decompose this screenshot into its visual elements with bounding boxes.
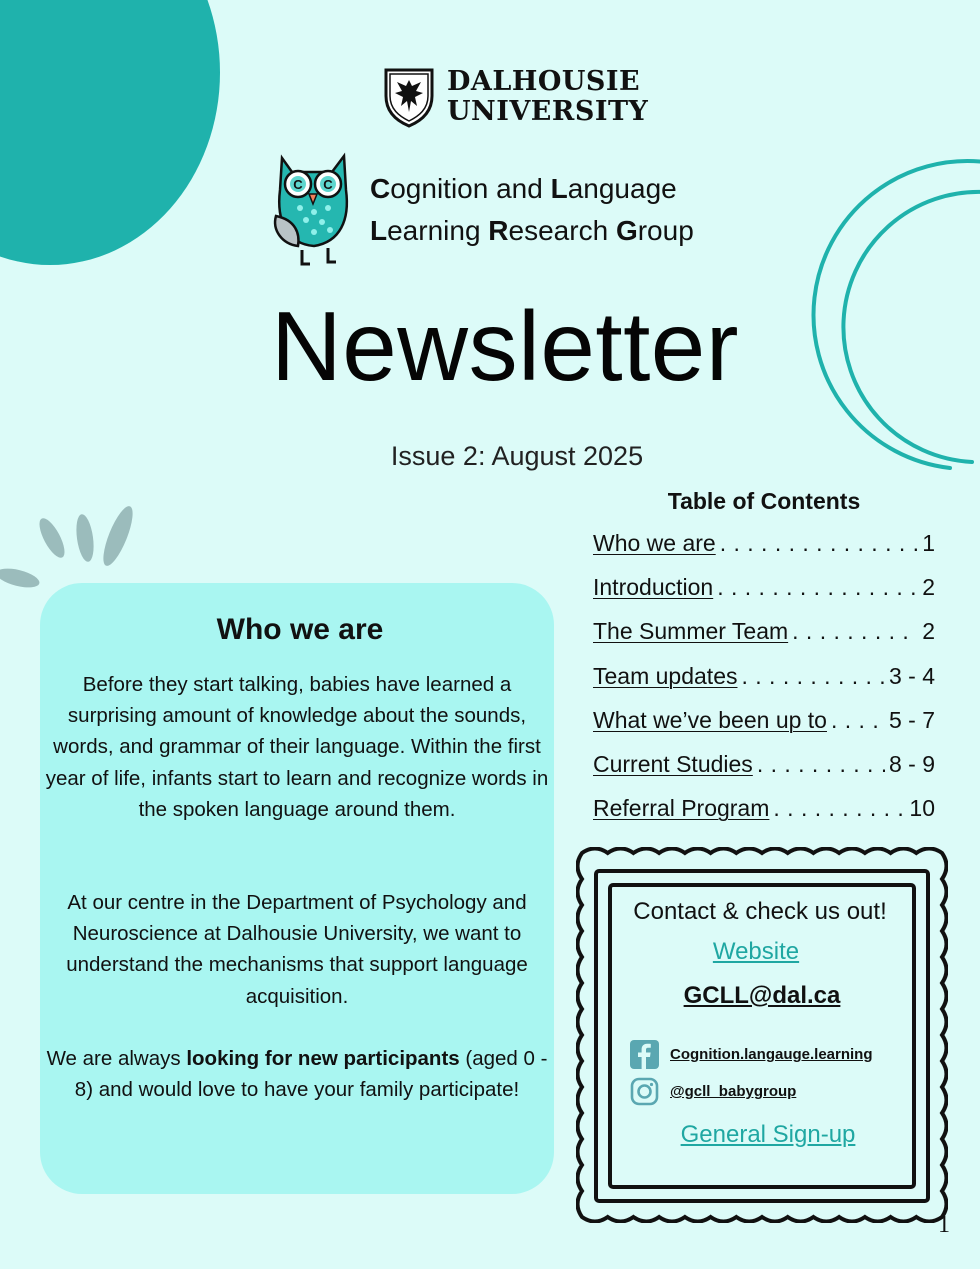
- group-word-rest: esearch: [508, 215, 616, 246]
- toc-item-label[interactable]: Introduction: [593, 574, 714, 601]
- toc-leader-dots: [741, 663, 884, 690]
- page-number: 1: [938, 1212, 950, 1238]
- university-name-line1: DALHOUSIE: [447, 66, 641, 97]
- decorative-teal-circle: [0, 0, 220, 265]
- university-name: [447, 67, 648, 127]
- facebook-handle: Cognition.langauge.learning: [670, 1046, 873, 1063]
- facebook-icon: [630, 1040, 659, 1069]
- toc-item-page: 5 - 7: [888, 706, 935, 733]
- toc-item[interactable]: [593, 574, 935, 618]
- toc-item-page: 8 - 9: [888, 750, 935, 777]
- toc-leader-dots: [831, 707, 885, 734]
- contact-heading: Contact & check us out!: [633, 898, 887, 925]
- group-word-rest: ognition and: [390, 173, 551, 204]
- toc-item-page: 2: [922, 618, 935, 645]
- group-word-rest: earning: [387, 215, 489, 246]
- toc-item[interactable]: [593, 530, 935, 574]
- table-of-contents: [593, 530, 935, 839]
- toc-item-label[interactable]: Team updates: [593, 662, 738, 689]
- group-word-rest: anguage: [567, 173, 677, 204]
- page-title: Newsletter: [271, 291, 739, 401]
- p3-outro: (aged 0 - 8) and would love to have your family participate!: [74, 1047, 548, 1102]
- svg-text:C: C: [293, 177, 303, 192]
- facebook-row[interactable]: [630, 1040, 873, 1069]
- email-address[interactable]: GCLL@dal.ca: [683, 982, 841, 1009]
- instagram-handle: @gcll_babygroup: [670, 1083, 797, 1100]
- instagram-icon: [630, 1077, 659, 1106]
- toc-item-page: 3 - 4: [888, 662, 935, 689]
- toc-item[interactable]: [593, 707, 935, 751]
- toc-item[interactable]: [593, 795, 935, 839]
- group-initial: L: [370, 215, 388, 246]
- issue-date: Issue 2: August 2025: [390, 441, 644, 471]
- who-we-are-paragraph-3: [40, 1043, 554, 1105]
- toc-item-label[interactable]: Referral Program: [593, 795, 770, 822]
- toc-item-page: 10: [909, 795, 935, 822]
- toc-leader-dots: [773, 795, 905, 822]
- toc-item-page: 1: [922, 530, 935, 556]
- p3-intro: We are always: [46, 1047, 187, 1070]
- toc-leader-dots: [720, 530, 918, 557]
- toc-item-page: 2: [922, 574, 935, 601]
- instagram-row[interactable]: [630, 1077, 796, 1106]
- who-we-are-paragraph-1: Before they start talking, babies have learned a surprising amount of knowledge about the sounds, words, and grammar of their language. Within the first year of life, infants start to learn and recognize words in the spoken language around them.: [45, 673, 549, 821]
- who-we-are-heading: Who we are: [216, 613, 384, 646]
- who-we-are-paragraph-2: At our centre in the Department of Psychology and Neuroscience at Dalhousie University, we want to understand the mechanisms that support language acquisition.: [66, 891, 528, 1008]
- toc-item[interactable]: [593, 663, 935, 707]
- owl-mascot-icon: [270, 150, 356, 270]
- toc-item-label[interactable]: Who we are: [593, 530, 716, 556]
- toc-item-label[interactable]: Current Studies: [593, 750, 753, 777]
- group-initial: R: [488, 215, 509, 246]
- dalhousie-crest-icon: [383, 66, 435, 128]
- toc-leader-dots: [717, 574, 918, 601]
- p3-highlight: looking for new participants: [186, 1047, 460, 1070]
- toc-leader-dots: [757, 751, 885, 778]
- toc-item[interactable]: [593, 618, 935, 662]
- toc-item-label[interactable]: The Summer Team: [593, 618, 789, 645]
- toc-item[interactable]: [593, 751, 935, 795]
- group-initial: C: [370, 173, 391, 204]
- general-signup-link[interactable]: General Sign-up: [680, 1121, 856, 1148]
- website-link[interactable]: Website: [712, 938, 800, 965]
- svg-text:C: C: [323, 177, 333, 192]
- toc-heading: Table of Contents: [667, 488, 861, 514]
- group-initial: G: [615, 215, 638, 246]
- research-group-banner: [270, 150, 694, 270]
- group-initial: L: [550, 173, 568, 204]
- group-word-rest: roup: [637, 215, 694, 246]
- toc-item-label[interactable]: What we’ve been up to: [593, 706, 827, 733]
- research-group-name: [370, 168, 694, 252]
- toc-leader-dots: [792, 618, 918, 645]
- university-logo: [383, 66, 648, 128]
- university-name-line2: UNIVERSITY: [447, 96, 649, 127]
